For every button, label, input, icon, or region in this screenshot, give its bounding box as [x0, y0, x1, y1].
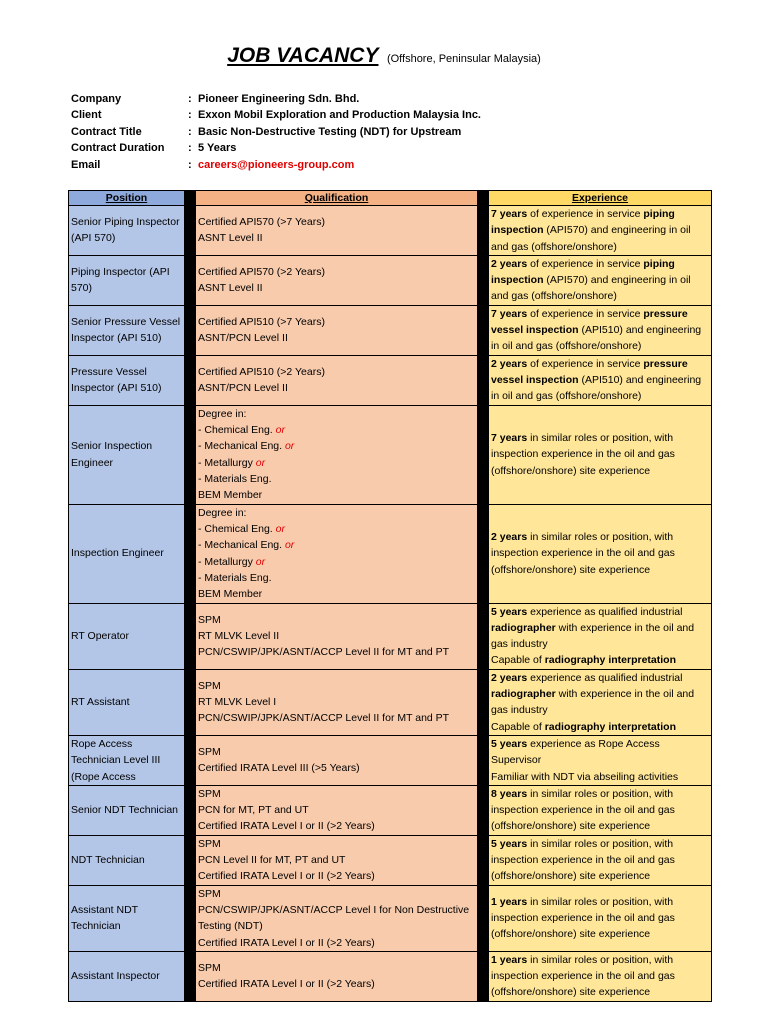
qualification-line — [198, 586, 475, 602]
text-segment: Certified API510 (>2 Years) — [198, 365, 325, 378]
text-segment: - Mechanical Eng. — [198, 539, 285, 552]
column-divider — [478, 305, 489, 355]
column-divider — [185, 255, 196, 305]
text-segment: in similar roles or position, with inspection experience in the oil and gas (offshore/onshore) site experience — [491, 531, 675, 576]
bold-text: pressure vessel inspection — [491, 307, 688, 337]
position-cell: Inspection Engineer — [69, 504, 185, 603]
text-segment: PCN/CSWIP/JPK/ASNT/ACCP Level I for Non Destructive Testing (NDT) — [198, 903, 470, 933]
qualification-line — [198, 487, 475, 503]
column-divider — [185, 835, 196, 885]
column-divider — [185, 951, 196, 1001]
position-cell: RT Assistant — [69, 669, 185, 735]
qualification-line — [198, 935, 475, 951]
qualification-cell — [196, 504, 478, 603]
position-cell: Piping Inspector (API 570) — [69, 255, 185, 305]
position-cell: Senior Pressure Vessel Inspector (API 510) — [69, 305, 185, 355]
text-segment: RT MLVK Level II — [198, 630, 280, 642]
qualification-cell — [196, 355, 478, 405]
experience-cell — [489, 669, 712, 735]
qualification-line — [198, 264, 475, 280]
qualification-line — [198, 852, 475, 868]
title-block — [0, 44, 768, 68]
qualification-line — [198, 505, 475, 521]
text-segment: (API570) and engineering in oil and gas (offshore/onshore) — [491, 274, 691, 303]
position-cell: Senior Inspection Engineer — [69, 405, 185, 504]
or-text: or — [255, 555, 266, 568]
table-header-row — [69, 191, 712, 206]
contract-duration-value: 5 Years — [198, 142, 237, 155]
table-row — [69, 735, 712, 785]
text-segment: SPM — [198, 961, 221, 974]
position-cell: Pressure Vessel Inspector (API 510) — [69, 355, 185, 405]
experience-cell — [489, 735, 712, 785]
column-divider — [185, 603, 196, 669]
column-divider — [478, 191, 489, 206]
text-segment: - Materials Eng. — [198, 571, 272, 584]
contract-title-row — [71, 124, 481, 140]
qualification-line — [198, 380, 475, 396]
table-row — [69, 835, 712, 885]
qualification-line — [198, 802, 475, 818]
text-segment: Capable of — [491, 654, 545, 667]
text-segment: Certified API570 (>2 Years) — [198, 266, 325, 279]
text-segment: ASNT Level II — [198, 282, 263, 295]
column-divider — [185, 504, 196, 603]
bold-text: piping inspection — [491, 208, 675, 237]
table-row — [69, 885, 712, 951]
or-text: or — [275, 522, 285, 535]
qualification-cell — [196, 835, 478, 885]
text-segment: ASNT Level II — [198, 232, 263, 245]
text-segment: ASNT/PCN Level II — [198, 332, 288, 345]
qualification-line — [198, 521, 475, 537]
qualification-cell — [196, 885, 478, 951]
contract-title-value: Basic Non-Destructive Testing (NDT) for Upstream — [198, 125, 462, 138]
column-divider — [478, 885, 489, 951]
or-text: or — [275, 423, 285, 436]
qualification-line — [198, 644, 475, 660]
table-row — [69, 206, 712, 256]
client-row — [71, 107, 481, 123]
column-divider — [478, 355, 489, 405]
column-divider — [478, 603, 489, 669]
or-text: or — [255, 456, 266, 469]
position-cell: Senior Piping Inspector (API 570) — [69, 206, 185, 256]
email-row — [71, 157, 481, 173]
text-segment: BEM Member — [198, 588, 263, 601]
qualification-cell — [196, 669, 478, 735]
text-segment: - Metallurgy — [198, 555, 256, 568]
text-segment: - Chemical Eng. — [198, 423, 276, 436]
bold-text: radiographer — [491, 621, 556, 634]
meta-label: Client — [71, 109, 102, 122]
qualification-line — [198, 744, 475, 760]
qualification-header: Qualification — [196, 191, 478, 206]
qualification-line — [198, 214, 475, 230]
qualification-line — [198, 230, 475, 246]
position-cell: RT Operator — [69, 603, 185, 669]
qualification-cell — [196, 405, 478, 504]
experience-cell — [489, 504, 712, 603]
table-body — [69, 206, 712, 1002]
text-segment: - Metallurgy — [198, 456, 256, 469]
qualification-line — [198, 455, 475, 471]
experience-cell — [489, 405, 712, 504]
experience-cell — [489, 785, 712, 835]
text-segment: SPM — [198, 787, 221, 800]
meta-colon: : — [188, 93, 192, 105]
text-segment: of experience in service — [527, 357, 644, 370]
table-row — [69, 951, 712, 1001]
position-cell: Senior NDT Technician — [69, 785, 185, 835]
column-divider — [185, 669, 196, 735]
qualification-line — [198, 422, 475, 438]
qualification-line — [198, 612, 475, 628]
or-text: or — [284, 539, 295, 552]
text-segment: Certified IRATA Level I or II (>2 Years) — [198, 820, 375, 833]
meta-colon: : — [188, 158, 192, 171]
experience-cell — [489, 206, 712, 256]
qualification-cell — [196, 735, 478, 785]
text-segment: Certified IRATA Level I or II (>2 Years) — [198, 870, 375, 883]
text-segment: Certified IRATA Level III (>5 Years) — [198, 762, 360, 775]
qualification-line — [198, 710, 475, 726]
text-segment: experience as Rope Access Supervisor — [491, 737, 660, 767]
text-segment: with experience in the oil and gas industry — [491, 688, 695, 717]
bold-text: radiography interpretation — [544, 720, 676, 733]
qualification-line — [198, 868, 475, 884]
bold-text: 2 years — [491, 357, 528, 370]
text-segment: PCN Level II for MT, PT and UT — [198, 854, 346, 867]
experience-cell — [489, 885, 712, 951]
text-segment: of experience in service — [527, 257, 644, 270]
column-divider — [478, 835, 489, 885]
text-segment: Capable of — [491, 720, 545, 733]
text-segment: Certified IRATA Level I or II (>2 Years) — [198, 978, 375, 991]
bold-text: radiographer — [491, 688, 556, 701]
meta-colon: : — [188, 142, 192, 155]
text-segment: - Chemical Eng. — [198, 522, 276, 535]
text-segment: experience as qualified industrial — [527, 605, 683, 618]
meta-colon: : — [188, 125, 192, 138]
table-row — [69, 603, 712, 669]
experience-cell — [489, 951, 712, 1001]
text-segment: in similar roles or position, with inspection experience in the oil and gas (offshore/onshore) site experience — [491, 837, 675, 883]
qualification-line — [198, 976, 475, 992]
qualification-line — [198, 902, 475, 935]
qualification-cell — [196, 255, 478, 305]
position-cell: Rope Access Technician Level III (Rope Access — [69, 735, 185, 785]
qualification-line — [198, 818, 475, 834]
table-row — [69, 405, 712, 504]
text-segment: Certified API570 (>7 Years) — [198, 216, 325, 229]
vacancy-table — [68, 190, 712, 1002]
qualification-cell — [196, 951, 478, 1001]
column-divider — [478, 405, 489, 504]
column-divider — [478, 951, 489, 1001]
email-link[interactable]: careers@pioneers-group.com — [198, 158, 355, 171]
qualification-line — [198, 406, 475, 422]
table-row — [69, 504, 712, 603]
table-row — [69, 669, 712, 735]
qualification-line — [198, 438, 475, 454]
qualification-line — [198, 886, 475, 902]
column-divider — [185, 405, 196, 504]
bold-text: 5 years — [491, 737, 528, 750]
text-segment: of experience in service — [527, 208, 644, 220]
qualification-line — [198, 960, 475, 976]
experience-cell — [489, 255, 712, 305]
text-segment: SPM — [198, 837, 221, 850]
text-segment: of experience in service — [527, 307, 644, 320]
bold-text: piping inspection — [491, 257, 675, 287]
job-details — [71, 91, 481, 173]
text-segment: in similar roles or position, with inspection experience in the oil and gas (offshore/onshore) site experience — [491, 895, 675, 941]
text-segment: - Mechanical Eng. — [198, 440, 285, 453]
qualification-cell — [196, 785, 478, 835]
qualification-line — [198, 471, 475, 487]
page-subtitle: (Offshore, Peninsular Malaysia) — [386, 53, 541, 65]
column-divider — [185, 885, 196, 951]
bold-text: 7 years — [491, 208, 528, 220]
experience-cell — [489, 355, 712, 405]
table-row — [69, 355, 712, 405]
text-segment: Certified IRATA Level I or II (>2 Years) — [198, 936, 375, 949]
text-segment: Certified API510 (>7 Years) — [198, 315, 325, 328]
qualification-line — [198, 760, 475, 776]
bold-text: 1 years — [491, 953, 528, 966]
meta-label: Contract Title — [71, 125, 142, 138]
bold-text: 1 years — [491, 895, 528, 908]
table-row — [69, 785, 712, 835]
text-segment: ASNT/PCN Level II — [198, 382, 288, 395]
column-divider — [185, 191, 196, 206]
qualification-line — [198, 330, 475, 346]
text-segment: RT MLVK Level I — [198, 696, 277, 709]
column-divider — [185, 785, 196, 835]
text-segment: in similar roles or position, with inspection experience in the oil and gas (offshore/onshore) site experience — [491, 787, 675, 833]
contract-duration-row — [71, 140, 481, 156]
bold-text: radiography interpretation — [544, 654, 676, 667]
column-divider — [185, 735, 196, 785]
column-divider — [185, 305, 196, 355]
position-cell: Assistant NDT Technician — [69, 885, 185, 951]
bold-text: pressure vessel inspection — [491, 357, 688, 386]
qualification-cell — [196, 206, 478, 256]
text-segment: Familiar with NDT via abseiling activities — [491, 770, 679, 783]
text-segment: SPM — [198, 613, 221, 626]
text-segment: PCN for MT, PT and UT — [198, 804, 309, 817]
client-value: Exxon Mobil Exploration and Production Malaysia Inc. — [198, 109, 481, 122]
experience-cell — [489, 835, 712, 885]
column-divider — [185, 206, 196, 256]
text-segment: PCN/CSWIP/JPK/ASNT/ACCP Level II for MT and PT — [198, 646, 450, 659]
column-divider — [478, 206, 489, 256]
bold-text: 5 years — [491, 837, 528, 850]
text-segment: in similar roles or position, with inspection experience in the oil and gas (offshore/onshore) site experience — [491, 432, 675, 477]
position-cell: Assistant Inspector — [69, 951, 185, 1001]
column-divider — [478, 255, 489, 305]
qualification-line — [198, 314, 475, 330]
text-segment: in similar roles or position, with inspection experience in the oil and gas (offshore/onshore) site experience — [491, 953, 675, 999]
text-segment: SPM — [198, 679, 221, 692]
qualification-line — [198, 364, 475, 380]
meta-label: Contract Duration — [71, 142, 165, 155]
bold-text: 7 years — [491, 307, 528, 320]
text-segment: (API510) and engineering in oil and gas (offshore/onshore) — [491, 373, 702, 403]
company-value: Pioneer Engineering Sdn. Bhd. — [198, 93, 360, 105]
bold-text: 2 years — [491, 671, 528, 684]
bold-text: 2 years — [491, 257, 528, 270]
column-divider — [478, 504, 489, 603]
qualification-line — [198, 628, 475, 644]
bold-text: 5 years — [491, 605, 528, 618]
text-segment: BEM Member — [198, 489, 263, 502]
qualification-line — [198, 554, 475, 570]
column-divider — [478, 735, 489, 785]
qualification-cell — [196, 603, 478, 669]
qualification-line — [198, 694, 475, 710]
text-segment: SPM — [198, 746, 221, 759]
meta-label: Email — [71, 158, 101, 171]
table-row — [69, 255, 712, 305]
qualification-line — [198, 786, 475, 802]
text-segment: Degree in: — [198, 506, 247, 519]
bold-text: 7 years — [491, 432, 528, 445]
qualification-cell — [196, 305, 478, 355]
text-segment: experience as qualified industrial — [527, 671, 683, 684]
qualification-line — [198, 537, 475, 553]
text-segment: PCN/CSWIP/JPK/ASNT/ACCP Level II for MT and PT — [198, 712, 450, 725]
page-title: JOB VACANCY — [227, 44, 379, 67]
text-segment: (API510) and engineering in oil and gas (offshore/onshore) — [491, 324, 702, 353]
or-text: or — [284, 440, 295, 453]
qualification-line — [198, 280, 475, 296]
text-segment: Degree in: — [198, 407, 247, 420]
experience-header: Experience — [489, 191, 712, 206]
bold-text: 8 years — [491, 787, 528, 800]
column-divider — [478, 785, 489, 835]
company-row — [71, 91, 481, 107]
experience-cell — [489, 305, 712, 355]
position-cell: NDT Technician — [69, 835, 185, 885]
qualification-line — [198, 570, 475, 586]
experience-cell — [489, 603, 712, 669]
position-header: Position — [69, 191, 185, 206]
bold-text: 2 years — [491, 531, 528, 544]
text-segment: with experience in the oil and gas industry — [491, 621, 695, 651]
qualification-line — [198, 836, 475, 852]
text-segment: (API570) and engineering in oil and gas (offshore/onshore) — [491, 224, 691, 253]
meta-label: Company — [71, 93, 122, 105]
text-segment: SPM — [198, 887, 221, 900]
table-row — [69, 305, 712, 355]
column-divider — [185, 355, 196, 405]
column-divider — [478, 669, 489, 735]
qualification-line — [198, 678, 475, 694]
text-segment: - Materials Eng. — [198, 472, 272, 485]
meta-colon: : — [188, 109, 192, 122]
